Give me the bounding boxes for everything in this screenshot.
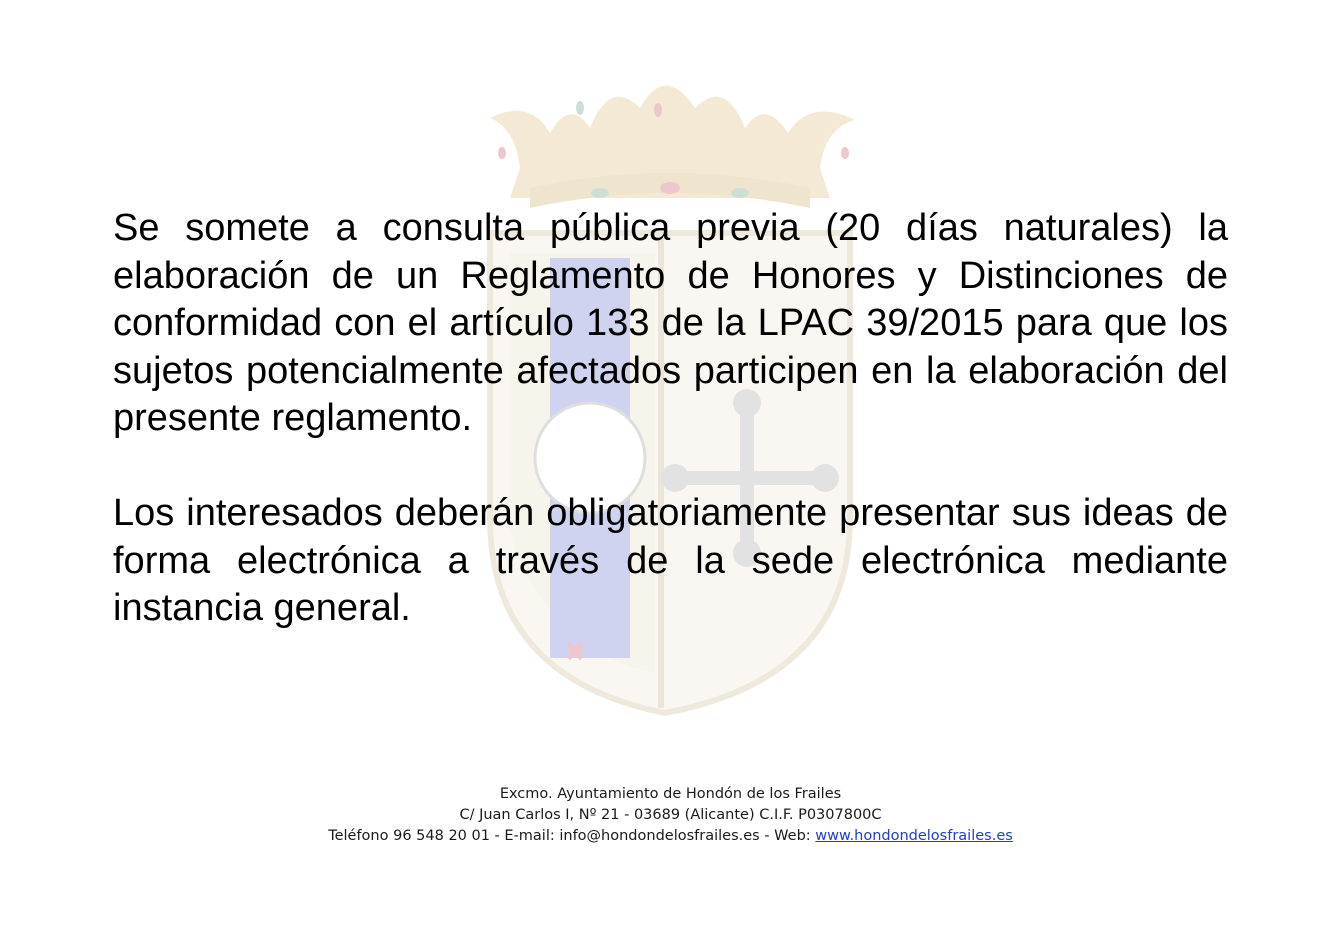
footer-web-link[interactable]: www.hondondelosfrailes.es <box>815 828 1013 844</box>
announcement-body <box>113 205 1228 633</box>
footer-contact-text: Teléfono 96 548 20 01 - E-mail: info@hondondelosfrailes.es - Web: <box>328 828 816 844</box>
footer <box>0 784 1341 847</box>
paragraph-consulta: Se somete a consulta pública previa (20 días naturales) la elaboración de un Reglamento de Honores y Distinciones de conformidad con el artículo 133 de la LPAC 39/2015 para que los sujetos potencialmente afectados participen en la elaboración del presente reglamento. <box>113 207 1228 439</box>
footer-address: C/ Juan Carlos I, Nº 21 - 03689 (Alicante) C.I.F. P0307800C <box>459 807 882 823</box>
footer-institution: Excmo. Ayuntamiento de Hondón de los Frailes <box>499 786 842 802</box>
paragraph-instrucciones: Los interesados deberán obligatoriamente presentar sus ideas de forma electrónica a través de la sede electrónica mediante instancia general. <box>113 492 1228 629</box>
footer-contact <box>0 826 1341 847</box>
crown-icon <box>490 86 855 209</box>
